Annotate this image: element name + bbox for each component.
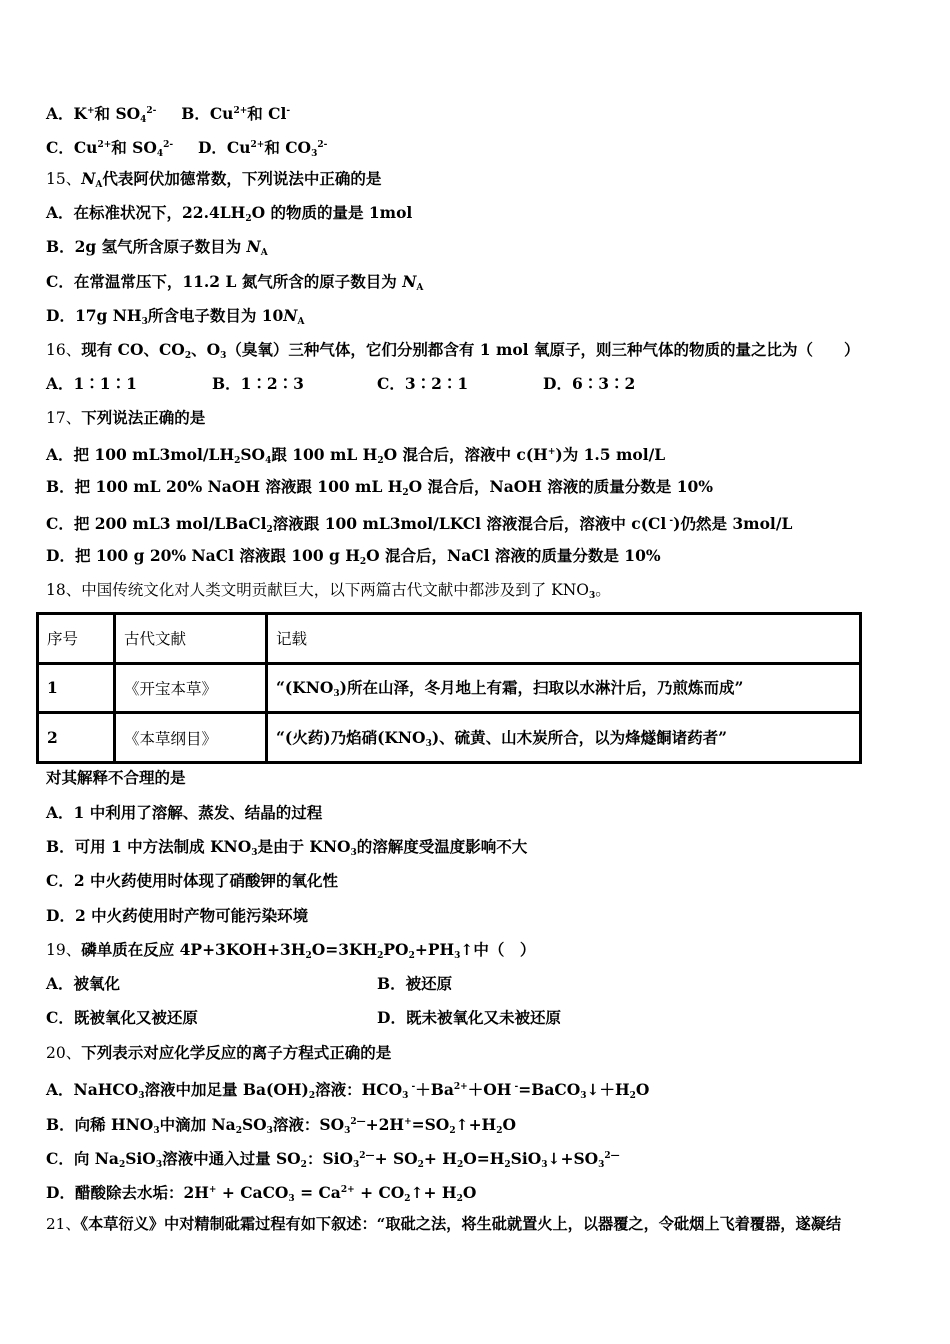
- q17-option-a[interactable]: A．把 100 $mL3mol/LH_2SO_4$跟 100 mL $H_2O$ 混合后，溶液中 c(H+)为 1.5 mol/L: [46, 445, 666, 466]
- literature-table: [36, 612, 862, 764]
- table-header-row: [38, 614, 861, 664]
- row-no: 2: [38, 713, 115, 763]
- q21-stem: 21、《本草衍义》中对精制砒霜过程有如下叙述：“取砒之法，将生砒就置火上，以器覆之，令砒烟上飞着覆器，遂凝结: [46, 1215, 842, 1233]
- q16-option-a[interactable]: A．1∶1∶1: [46, 374, 137, 393]
- q16-options: [46, 374, 635, 394]
- q19-option-d[interactable]: D．既未被氧化又未被还原: [377, 1008, 561, 1027]
- q14-option-a[interactable]: A．K+和 $SO_4^{2-}$: [46, 104, 157, 125]
- row-record: “(火药)乃焰硝$(KNO_3)$、硫黄、山木炭所合，以为烽燧餇诸药者”: [267, 713, 861, 763]
- header-book: 古代文献: [115, 614, 267, 664]
- q20-option-c[interactable]: C．向 $Na_2SiO_3$溶液中通入过量 $SO_2$：$SiO_3^{2—}+ SO_2+$ $H_2O=H_2SiO_3↓+SO_3^{2—}$: [46, 1149, 620, 1170]
- q14-option-d[interactable]: D．$Cu^{2+}$和 $CO_3^{2-}$: [197, 138, 328, 159]
- q18-after-table: 对其解释不合理的是: [46, 768, 186, 787]
- q19-option-c[interactable]: C．既被氧化又被还原: [46, 1008, 198, 1027]
- q15-option-c[interactable]: C．在常温常压下，11.2 L 氮气所含的原子数目为 $N_A$: [46, 272, 424, 293]
- table-row: [38, 663, 861, 713]
- q16-option-c[interactable]: C．3∶2∶1: [377, 374, 469, 393]
- q15-option-b[interactable]: B．2g 氢气所含原子数目为 $N_A$: [46, 237, 268, 258]
- header-no: 序号: [38, 614, 115, 664]
- q20-option-b[interactable]: B．向稀 $HNO_3$中滴加 $Na_2SO_3$溶液：$SO_3^{2—}+2H^+=SO_2↑+H_2O$: [46, 1115, 516, 1136]
- q16-stem: 16、现有 CO、$CO_2$、$O_3$（臭氧）三种气体，它们分别都含有 1 mol 氧原子，则三种气体的物质的量之比为（ ）: [46, 340, 860, 361]
- q19-options-ab: [46, 974, 452, 994]
- header-record: 记载: [267, 614, 861, 664]
- q14-options-cd: [46, 135, 327, 164]
- row-no: 1: [38, 663, 115, 713]
- q18-option-c[interactable]: C．2 中火药使用时体现了硝酸钾的氧化性: [46, 871, 339, 890]
- q19-option-a[interactable]: A．被氧化: [46, 974, 121, 993]
- q17-option-d[interactable]: D．把 100 g 20% NaCl 溶液跟 100 g $H_2O$ 混合后，NaCl 溶液的质量分数是 10%: [46, 546, 661, 567]
- q17-option-c[interactable]: C．把 200 mL3 mol/LBaCl$_2$溶液跟 100 mL3mol/LKCl 溶液混合后，溶液中 c(Cl -)仍然是 3mol/L: [46, 514, 793, 535]
- q14-option-b[interactable]: B．$Cu^{2+}$和 Cl-: [181, 104, 291, 123]
- q19-option-b[interactable]: B．被还原: [377, 974, 453, 993]
- q15-option-d[interactable]: D．17g $NH_3$所含电子数目为 $10N_A$: [46, 306, 305, 327]
- q19-stem: 19、磷单质在反应 $4P+3KOH+3H_2O=3KH_2PO_2+PH_3↑$中（ ）: [46, 940, 536, 961]
- q17-stem: 17、下列说法正确的是: [46, 408, 206, 427]
- row-book: 《开宝本草》: [115, 663, 267, 713]
- row-record: “$(KNO_3)$所在山泽，冬月地上有霜，扫取以水淋汁后，乃煎炼而成”: [267, 663, 861, 713]
- q17-option-b[interactable]: B．把 100 mL 20% NaOH 溶液跟 100 mL $H_2O$ 混合后，NaOH 溶液的质量分数是 10%: [46, 477, 714, 498]
- q15-stem: 15、$N_A$代表阿伏加德常数，下列说法中正确的是: [46, 169, 382, 190]
- q18-option-b[interactable]: B．可用 1 中方法制成 $KNO_3$是由于 $KNO_3$的溶解度受温度影响不大: [46, 837, 528, 858]
- table-row: [38, 713, 861, 763]
- row-book: 《本草纲目》: [115, 713, 267, 763]
- q14-options-ab: [46, 101, 290, 130]
- q19-options-cd: [46, 1008, 561, 1028]
- q18-option-d[interactable]: D．2 中火药使用时产物可能污染环境: [46, 906, 309, 925]
- q18-stem: 18、中国传统文化对人类文明贡献巨大，以下两篇古代文献中都涉及到了 $KNO_3$。: [46, 581, 611, 601]
- q14-option-c[interactable]: C．$Cu^{2+}$和 $SO_4^{2-}$: [46, 138, 174, 159]
- q16-option-d[interactable]: D．6∶3∶2: [543, 374, 636, 393]
- q18-option-a[interactable]: A．1 中利用了溶解、蒸发、结晶的过程: [46, 803, 323, 822]
- q20-option-a[interactable]: A．NaHCO$_3$溶液中加足量 $Ba(OH)_2$溶液：$HCO_3$ $^-+Ba^{2+}+OH$ $^-=BaCO_3↓+H_2O$: [46, 1080, 650, 1101]
- q16-option-b[interactable]: B．1∶2∶3: [212, 374, 304, 393]
- q20-option-d[interactable]: D．醋酸除去水垢：2H+ + CaCO$_3$ = $Ca^{2+}$ + $CO_2↑+ H_2O$: [46, 1183, 477, 1204]
- q15-option-a[interactable]: A．在标准状况下，$22.4LH_2O$ 的物质的量是 1mol: [46, 203, 413, 224]
- q20-stem: 20、下列表示对应化学反应的离子方程式正确的是: [46, 1043, 392, 1062]
